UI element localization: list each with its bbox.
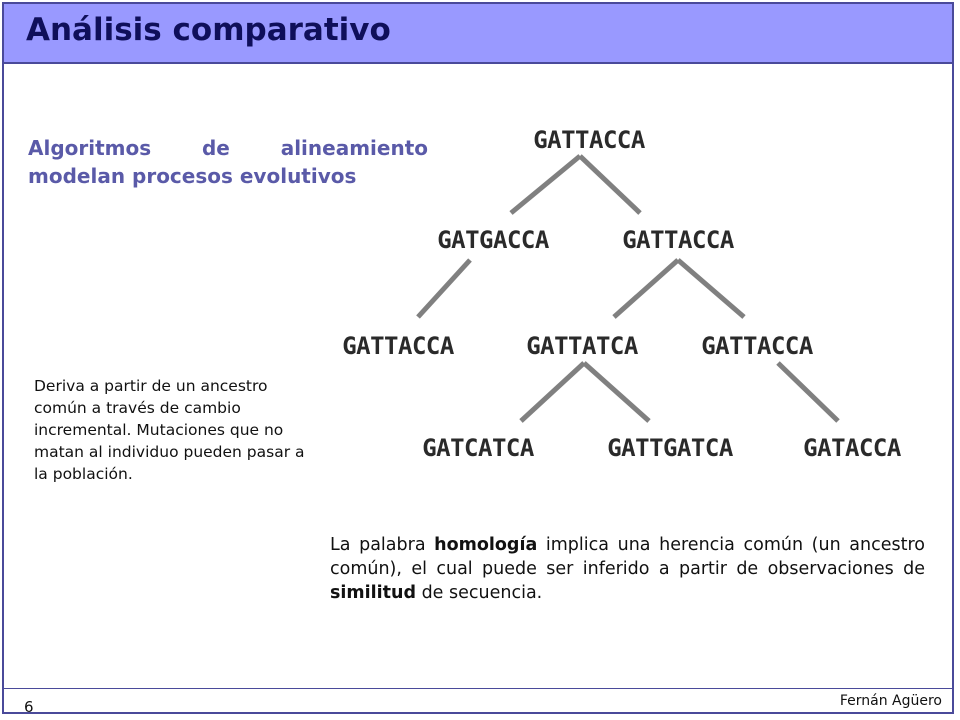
tree-node-l3-middle: GATTGATCA <box>607 434 733 462</box>
tree-node-l2-left: GATTACCA <box>342 332 454 360</box>
tree-node-l1-left: GATGACCA <box>437 226 549 254</box>
paragraph-text-3: de secuencia. <box>416 583 543 603</box>
edge-l2b-to-l3b <box>584 363 649 421</box>
edge-l1a-to-l2a <box>418 260 470 317</box>
homology-term: homología <box>434 535 538 555</box>
page-number: 6 <box>24 698 34 716</box>
slide-subtitle: Algoritmos de alineamiento modelan procesos evolutivos <box>28 136 428 188</box>
edge-root-to-l1-left <box>511 156 580 213</box>
homology-paragraph <box>330 533 925 605</box>
tree-node-l3-left: GATCATCA <box>422 434 534 462</box>
edge-l2c-to-l3c <box>778 363 838 421</box>
tree-node-l2-middle: GATTATCA <box>526 332 638 360</box>
similarity-term: similitud <box>330 583 416 603</box>
edge-l2b-to-l3a <box>521 363 584 421</box>
footer-divider <box>2 688 954 689</box>
edge-l1b-to-l2c <box>678 260 744 317</box>
edge-root-to-l1-right <box>580 156 640 213</box>
evolution-note: Deriva a partir de un ancestro común a través de cambio incremental. Mutaciones que no matan al individuo pueden pasar a la población. <box>34 377 305 483</box>
tree-node-root: GATTACCA <box>533 126 645 154</box>
tree-node-l3-right: GATACCA <box>803 434 901 462</box>
tree-node-l1-right: GATTACCA <box>622 226 734 254</box>
edge-l1b-to-l2b <box>614 260 678 317</box>
tree-node-l2-right: GATTACCA <box>701 332 813 360</box>
paragraph-text-1: La palabra <box>330 535 435 555</box>
author-name: Fernán Agüero <box>839 693 942 709</box>
paragraph-text-2: implica una herencia común (un ancestro común), el cual puede ser inferido a partir de observaciones de <box>330 535 926 579</box>
slide-title: Análisis comparativo <box>26 12 391 48</box>
